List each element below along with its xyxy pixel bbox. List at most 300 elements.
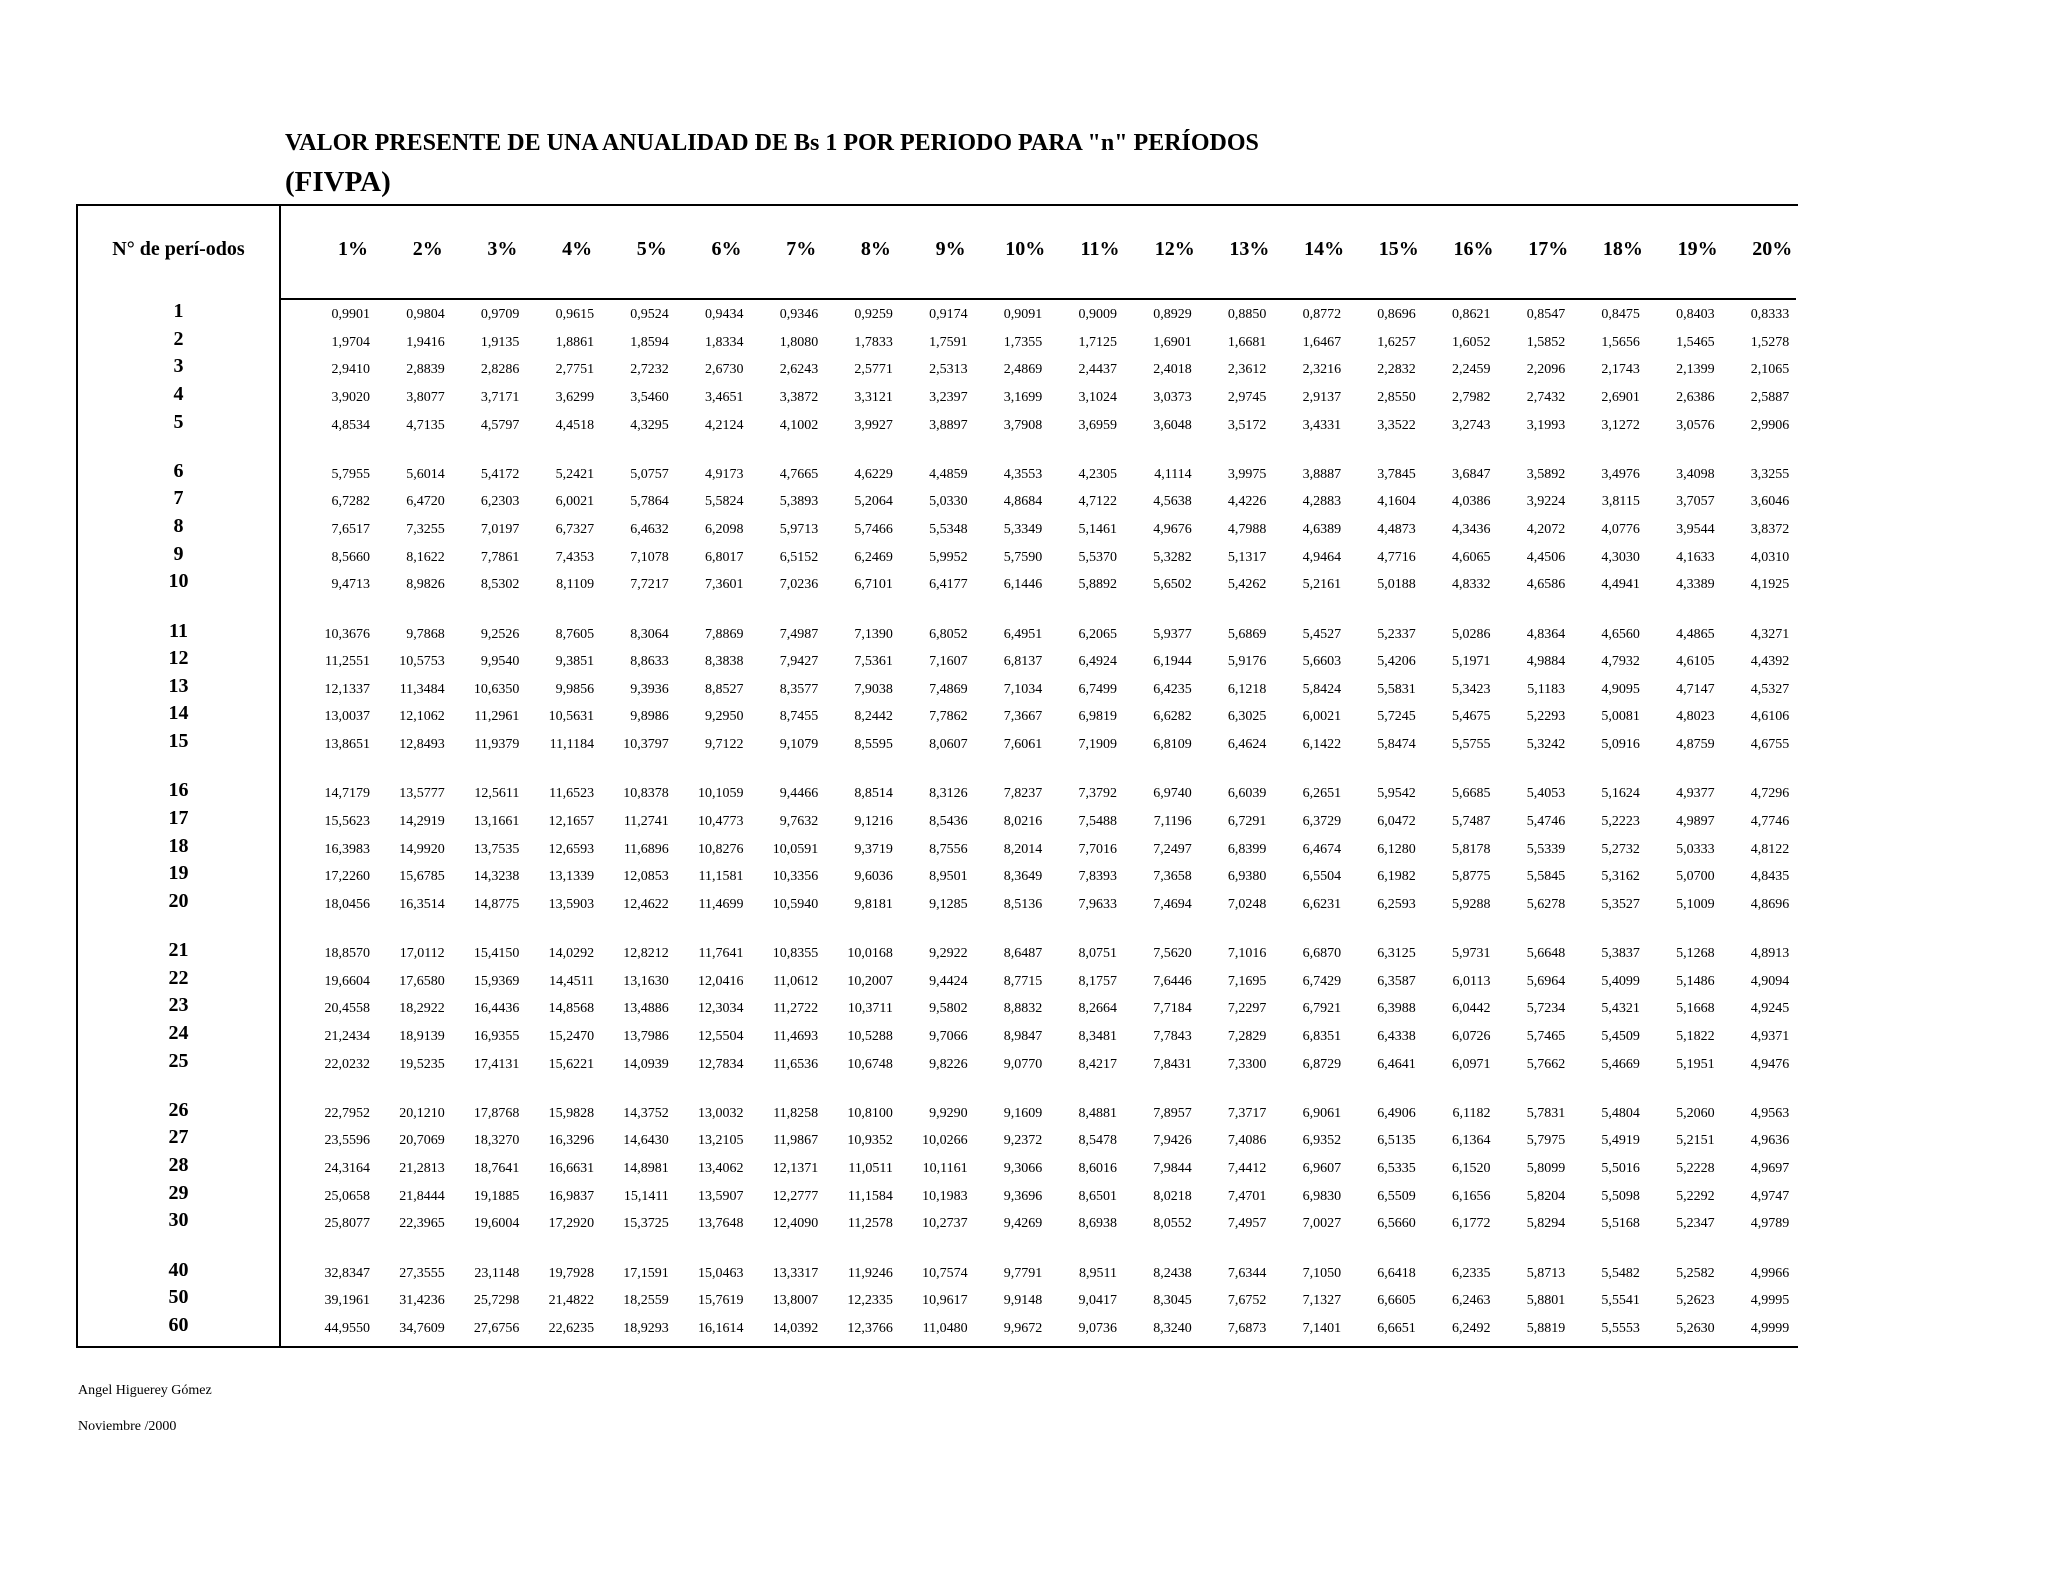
table-cell: 5,4527 (1302, 626, 1342, 642)
table-cell: 5,5339 (1526, 841, 1566, 857)
table-cell: 4,3271 (1750, 626, 1790, 642)
table-cell: 7,2829 (1227, 1028, 1267, 1044)
table-cell: 4,9636 (1750, 1133, 1790, 1149)
table-cell: 13,5777 (399, 786, 445, 802)
table-cell: 27,6756 (473, 1320, 520, 1336)
table-cell: 4,5327 (1750, 681, 1790, 697)
table-cell: 5,1461 (1078, 522, 1117, 538)
table-cell: 11,7641 (698, 946, 744, 961)
table-cell: 7,3717 (1227, 1105, 1267, 1121)
table-cell: 9,0417 (1078, 1293, 1117, 1309)
table-cell: 5,0286 (1452, 626, 1491, 642)
rate-header: 15% (1378, 238, 1419, 260)
table-cell: 8,7715 (1003, 973, 1043, 989)
table-cell: 4,2305 (1078, 466, 1117, 482)
table-cell: 7,4694 (1153, 896, 1192, 912)
period-number: 7 (173, 487, 184, 510)
table-cell: 0,8850 (1227, 307, 1267, 322)
document-title: VALOR PRESENTE DE UNA ANUALIDAD DE Bs 1 POR PERIODO PARA "n" PERÍODOS (285, 130, 1259, 156)
table-cell: 5,6603 (1302, 654, 1342, 670)
table-cell: 5,7465 (1526, 1028, 1566, 1044)
table-cell: 7,4353 (555, 549, 595, 565)
table-cell: 4,9563 (1750, 1105, 1790, 1121)
table-cell: 3,9927 (854, 417, 893, 433)
table-cell: 4,7746 (1750, 813, 1790, 829)
table-cell: 10,1983 (922, 1188, 968, 1204)
table-cell: 5,7487 (1452, 813, 1491, 829)
table-cell: 4,6389 (1302, 522, 1342, 538)
table-cell: 22,6235 (548, 1320, 595, 1336)
rate-header: 8% (860, 238, 891, 260)
table-cell: 10,0168 (847, 946, 893, 961)
table-cell: 13,5903 (548, 896, 595, 912)
table-cell: 8,0552 (1153, 1216, 1192, 1232)
table-cell: 8,8633 (630, 654, 669, 670)
table-cell: 11,3484 (399, 681, 445, 697)
table-cell: 4,8435 (1750, 869, 1790, 885)
table-cell: 8,3577 (779, 681, 819, 697)
table-cell: 3,0373 (1153, 389, 1192, 405)
table-cell: 8,7556 (929, 841, 968, 857)
period-number: 18 (168, 834, 189, 857)
table-cell: 5,5370 (1078, 549, 1117, 565)
table-cell: 7,1050 (1302, 1265, 1342, 1281)
table-cell: 4,0310 (1750, 549, 1790, 565)
table-cell: 4,6106 (1750, 709, 1790, 725)
table-cell: 3,4651 (705, 389, 744, 405)
table-cell: 7,0197 (480, 522, 520, 538)
table-cell: 5,2161 (1302, 577, 1342, 593)
table-cell: 6,4632 (630, 522, 669, 538)
rate-header: 5% (636, 238, 667, 260)
table-cell: 18,2559 (623, 1293, 669, 1309)
table-cell: 4,7665 (779, 466, 819, 482)
table-cell: 9,7066 (929, 1028, 968, 1044)
rate-header: 4% (562, 238, 593, 260)
table-cell: 11,2741 (623, 813, 669, 829)
table-cell: 11,4693 (773, 1028, 819, 1044)
table-cell: 6,5504 (1302, 869, 1342, 885)
table-cell: 3,5460 (630, 389, 669, 405)
table-cell: 4,4941 (1601, 577, 1640, 593)
table-cell: 4,6586 (1526, 577, 1566, 593)
table-cell: 16,9837 (548, 1188, 595, 1204)
table-cell: 6,4951 (1003, 626, 1043, 642)
rate-header: 1% (338, 238, 368, 260)
table-cell: 13,7648 (698, 1216, 744, 1232)
table-cell: 4,8122 (1750, 841, 1790, 857)
table-cell: 5,5098 (1601, 1188, 1640, 1204)
table-cell: 6,4338 (1377, 1028, 1416, 1044)
table-cell: 5,4099 (1601, 973, 1640, 989)
table-cell: 4,6065 (1452, 549, 1491, 565)
table-cell: 6,1422 (1302, 737, 1342, 753)
table-cell: 14,2919 (399, 813, 445, 829)
table-cell: 4,7147 (1676, 681, 1715, 697)
table-cell: 5,2623 (1676, 1293, 1715, 1309)
table-cell: 6,9352 (1302, 1133, 1342, 1149)
table-cell: 13,7986 (623, 1028, 669, 1044)
table-cell: 9,9290 (929, 1105, 968, 1121)
table-cell: 8,9501 (929, 869, 968, 885)
table-cell: 2,4018 (1153, 362, 1192, 378)
table-cell: 16,1614 (698, 1320, 744, 1336)
table-cell: 7,9633 (1078, 896, 1117, 912)
table-cell: 4,3436 (1452, 522, 1491, 538)
table-cell: 13,1630 (623, 973, 669, 989)
table-cell: 6,6418 (1377, 1265, 1416, 1281)
table-cell: 5,0081 (1601, 709, 1640, 725)
table-cell: 23,1148 (474, 1265, 520, 1281)
table-cell: 8,6501 (1078, 1188, 1117, 1204)
table-cell: 8,3649 (1003, 869, 1043, 885)
table-cell: 4,7296 (1750, 786, 1790, 802)
table-cell: 7,1909 (1078, 737, 1117, 753)
rate-header: 12% (1154, 238, 1195, 260)
table-cell: 18,7641 (473, 1161, 520, 1177)
table-cell: 0,9709 (480, 307, 520, 322)
table-cell: 5,2228 (1676, 1161, 1715, 1177)
table-cell: 7,4412 (1227, 1161, 1267, 1177)
table-cell: 5,4321 (1601, 1001, 1640, 1017)
table-cell: 0,8547 (1526, 307, 1566, 322)
table-cell: 12,7834 (698, 1056, 744, 1072)
table-cell: 0,9009 (1078, 307, 1117, 322)
table-cell: 2,5771 (854, 362, 893, 378)
table-cell: 8,8514 (854, 786, 893, 802)
table-cell: 3,5172 (1227, 417, 1267, 433)
table-cell: 7,3658 (1153, 869, 1192, 885)
table-cell: 0,9174 (929, 307, 968, 322)
table-cell: 0,8403 (1676, 307, 1715, 322)
table-cell: 3,6048 (1153, 417, 1192, 433)
table-cell: 12,3034 (698, 1001, 744, 1017)
table-cell: 6,2463 (1452, 1293, 1491, 1309)
table-cell: 13,7535 (473, 841, 520, 857)
table-cell: 7,4701 (1227, 1188, 1267, 1204)
table-cell: 7,5620 (1153, 946, 1192, 961)
table-cell: 12,0416 (698, 973, 744, 989)
table-cell: 4,1633 (1676, 549, 1715, 565)
table-cell: 10,9352 (847, 1133, 893, 1149)
table-cell: 5,4262 (1227, 577, 1267, 593)
table-cell: 5,6278 (1526, 896, 1566, 912)
table-cell: 6,3587 (1377, 973, 1416, 989)
table-cell: 4,9245 (1750, 1001, 1790, 1017)
table-cell: 24,3164 (324, 1161, 370, 1177)
table-cell: 5,9713 (779, 522, 819, 538)
table-cell: 4,4518 (555, 417, 595, 433)
period-number: 19 (168, 862, 189, 885)
table-cell: 7,4086 (1227, 1133, 1267, 1149)
table-cell: 5,0916 (1601, 737, 1640, 753)
table-cell: 9,2526 (480, 626, 520, 642)
table-cell: 0,9091 (1003, 307, 1043, 322)
period-column-header: N° de perí-odos (112, 238, 245, 260)
table-cell: 11,9379 (474, 737, 520, 753)
table-cell: 6,9819 (1078, 709, 1117, 725)
table-cell: 8,3045 (1153, 1293, 1192, 1309)
table-cell: 1,5465 (1676, 334, 1715, 350)
table-cell: 8,6016 (1078, 1161, 1117, 1177)
table-cell: 6,1772 (1452, 1216, 1491, 1232)
table-cell: 5,2732 (1601, 841, 1640, 857)
table-cell: 8,2014 (1003, 841, 1043, 857)
table-cell: 4,6560 (1601, 626, 1640, 642)
table-cell: 1,5656 (1601, 334, 1640, 350)
table-cell: 13,1339 (548, 869, 595, 885)
table-cell: 8,4217 (1078, 1056, 1117, 1072)
table-cell: 11,1581 (698, 869, 744, 885)
table-cell: 7,1034 (1003, 681, 1043, 697)
table-cell: 4,3030 (1601, 549, 1640, 565)
table-cell: 6,6651 (1377, 1320, 1416, 1336)
table-cell: 11,9246 (847, 1265, 893, 1281)
table-cell: 2,8286 (480, 362, 520, 378)
table-cell: 12,4622 (623, 896, 669, 912)
table-cell: 9,3696 (1003, 1188, 1043, 1204)
table-cell: 6,7101 (854, 577, 893, 593)
table-cell: 11,8258 (773, 1105, 819, 1121)
table-cell: 7,6344 (1227, 1265, 1267, 1281)
table-cell: 6,3025 (1227, 709, 1267, 725)
table-cell: 4,6105 (1676, 654, 1715, 670)
table-cell: 7,3300 (1227, 1056, 1267, 1072)
table-cell: 5,8424 (1302, 681, 1342, 697)
table-cell: 11,1184 (549, 737, 595, 753)
period-number: 15 (168, 730, 189, 753)
table-cell: 7,2497 (1153, 841, 1192, 857)
table-cell: 6,4235 (1153, 681, 1192, 697)
table-cell: 10,3356 (772, 869, 819, 885)
period-number: 16 (168, 779, 189, 802)
table-cell: 5,3282 (1153, 549, 1192, 565)
table-cell: 3,6299 (555, 389, 595, 405)
table-cell: 0,9259 (854, 307, 893, 322)
period-number: 23 (168, 994, 189, 1017)
table-cell: 9,7632 (779, 813, 819, 829)
table-cell: 3,9020 (331, 389, 370, 405)
period-number: 1 (173, 300, 184, 322)
table-cell: 8,5136 (1003, 896, 1043, 912)
table-cell: 3,8372 (1750, 522, 1790, 538)
table-cell: 1,6257 (1377, 334, 1416, 350)
period-number: 4 (173, 382, 184, 405)
table-cell: 0,8621 (1452, 307, 1491, 322)
table-cell: 9,4424 (929, 973, 968, 989)
rate-header: 18% (1602, 238, 1643, 260)
table-cell: 5,3349 (1003, 522, 1043, 538)
table-cell: 7,5488 (1078, 813, 1117, 829)
table-cell: 6,8351 (1302, 1028, 1342, 1044)
table-cell: 5,8178 (1452, 841, 1491, 857)
table-cell: 5,4804 (1601, 1105, 1640, 1121)
table-cell: 7,0248 (1227, 896, 1267, 912)
table-cell: 0,9615 (555, 307, 595, 322)
table-cell: 8,0218 (1153, 1188, 1192, 1204)
table-cell: 4,9476 (1750, 1056, 1790, 1072)
table-cell: 7,9038 (854, 681, 893, 697)
table-cell: 5,5831 (1377, 681, 1416, 697)
table-cell: 6,6605 (1377, 1293, 1416, 1309)
table-cell: 6,7282 (331, 494, 370, 510)
table-cell: 9,3936 (630, 681, 669, 697)
period-column-divider (279, 204, 281, 1346)
table-cell: 5,4919 (1601, 1133, 1640, 1149)
table-cell: 14,8775 (473, 896, 520, 912)
period-number: 29 (168, 1181, 189, 1204)
table-cell: 4,7932 (1601, 654, 1640, 670)
table-cell: 9,8986 (630, 709, 669, 725)
table-cell: 10,3797 (623, 737, 669, 753)
table-cell: 1,5852 (1526, 334, 1566, 350)
table-cell: 6,1982 (1377, 869, 1416, 885)
table-cell: 10,3676 (324, 626, 370, 642)
table-cell: 13,1661 (473, 813, 520, 829)
table-cell: 5,8474 (1377, 737, 1416, 753)
table-cell: 6,4924 (1078, 654, 1117, 670)
table-cell: 9,9148 (1003, 1293, 1043, 1309)
table-cell: 5,6964 (1526, 973, 1566, 989)
table-cell: 1,8594 (630, 334, 669, 350)
table-cell: 8,7605 (555, 626, 595, 642)
table-cell: 7,4987 (779, 626, 819, 642)
table-cell: 5,2347 (1676, 1216, 1715, 1232)
table-cell: 10,8355 (772, 946, 819, 961)
table-cell: 4,9173 (705, 466, 744, 482)
table-cell: 5,5168 (1601, 1216, 1640, 1232)
table-cell: 5,8713 (1526, 1265, 1566, 1281)
period-number: 8 (173, 515, 184, 538)
table-cell: 3,4098 (1676, 466, 1715, 482)
table-cell: 16,9355 (473, 1028, 520, 1044)
table-cell: 0,8772 (1302, 307, 1342, 322)
table-cell: 4,5797 (480, 417, 520, 433)
table-cell: 9,4713 (331, 577, 370, 593)
table-cell: 7,9427 (779, 654, 819, 670)
table-cell: 7,5361 (854, 654, 893, 670)
table-cell: 22,3965 (399, 1216, 445, 1232)
table-cell: 4,2124 (705, 417, 744, 433)
table-cell: 15,2470 (548, 1028, 595, 1044)
table-cell: 5,3893 (779, 494, 819, 510)
table-cell: 7,8237 (1003, 786, 1043, 802)
rate-header: 7% (786, 238, 817, 260)
table-cell: 5,4206 (1377, 654, 1416, 670)
table-cell: 2,9137 (1302, 389, 1342, 405)
table-cell: 10,2007 (847, 973, 893, 989)
table-cell: 6,6231 (1302, 896, 1342, 912)
table-cell: 8,5478 (1078, 1133, 1117, 1149)
table-cell: 7,3667 (1003, 709, 1043, 725)
table-cell: 6,4720 (406, 494, 445, 510)
rate-header: 14% (1304, 238, 1345, 260)
table-cell: 16,3983 (324, 841, 370, 857)
table-cell: 5,7864 (630, 494, 669, 510)
table-cell: 15,9828 (548, 1105, 595, 1121)
table-cell: 3,5892 (1526, 466, 1566, 482)
table-cell: 1,6467 (1302, 334, 1342, 350)
table-cell: 0,8333 (1750, 307, 1790, 322)
table-cell: 2,8839 (406, 362, 445, 378)
table-cell: 6,9830 (1302, 1188, 1342, 1204)
table-cell: 5,3242 (1526, 737, 1566, 753)
table-cell: 4,8332 (1452, 577, 1491, 593)
table-cell: 6,8137 (1003, 654, 1043, 670)
table-cell: 5,9176 (1227, 654, 1267, 670)
table-cell: 14,9920 (399, 841, 445, 857)
table-cell: 6,2593 (1377, 896, 1416, 912)
period-number: 40 (168, 1258, 189, 1281)
table-cell: 5,7234 (1526, 1001, 1566, 1017)
table-cell: 1,7125 (1078, 334, 1117, 350)
table-cell: 1,7833 (854, 334, 893, 350)
table-cell: 2,5887 (1750, 389, 1790, 405)
period-number: 6 (173, 459, 184, 482)
table-cell: 14,0292 (548, 946, 595, 961)
rate-header: 2% (412, 238, 443, 260)
table-cell: 5,2292 (1676, 1188, 1715, 1204)
period-number: 26 (168, 1098, 189, 1121)
table-cell: 3,4976 (1601, 466, 1640, 482)
rate-header: 16% (1453, 238, 1494, 260)
table-cell: 16,3296 (548, 1133, 595, 1149)
table-cell: 5,4669 (1601, 1056, 1640, 1072)
table-cell: 12,1062 (399, 709, 445, 725)
table-cell: 6,1218 (1227, 681, 1267, 697)
table-cell: 6,7429 (1302, 973, 1342, 989)
table-cell: 12,3766 (847, 1320, 893, 1336)
table-cell: 1,8861 (555, 334, 595, 350)
table-cell: 1,9135 (480, 334, 520, 350)
table-cell: 5,2151 (1676, 1133, 1715, 1149)
table-cell: 8,9826 (406, 577, 445, 593)
table-cell: 6,7499 (1078, 681, 1117, 697)
table-cell: 5,0700 (1676, 869, 1715, 885)
table-cell: 0,8475 (1601, 307, 1640, 322)
table-cell: 9,7791 (1003, 1265, 1043, 1281)
table-cell: 11,1584 (847, 1188, 893, 1204)
table-cell: 20,1210 (399, 1105, 445, 1121)
table-cell: 9,1609 (1003, 1105, 1043, 1121)
table-cell: 6,4674 (1302, 841, 1342, 857)
period-number: 60 (168, 1313, 189, 1336)
table-cell: 2,1743 (1601, 362, 1640, 378)
table-cell: 14,6430 (623, 1133, 669, 1149)
period-number: 30 (168, 1209, 189, 1232)
table-cell: 6,6039 (1227, 786, 1267, 802)
table-cell: 8,5660 (331, 549, 370, 565)
table-cell: 8,8832 (1003, 1001, 1043, 1017)
table-cell: 7,1016 (1227, 946, 1267, 961)
table-cell: 7,1390 (854, 626, 893, 642)
table-cell: 3,7845 (1377, 466, 1416, 482)
table-cell: 5,5845 (1526, 869, 1566, 885)
table-cell: 4,6229 (854, 466, 893, 482)
table-cell: 14,8981 (623, 1161, 669, 1177)
table-cell: 9,9672 (1003, 1320, 1043, 1336)
table-cell: 5,7831 (1526, 1105, 1566, 1121)
table-cell: 8,2664 (1078, 1001, 1117, 1017)
table-cell: 4,9966 (1750, 1265, 1790, 1281)
table-cell: 14,3238 (473, 869, 520, 885)
table-cell: 22,7952 (324, 1105, 370, 1121)
table-cell: 7,9426 (1153, 1133, 1192, 1149)
table-cell: 7,2297 (1227, 1001, 1267, 1017)
table-cell: 12,1657 (548, 813, 595, 829)
table-cell: 6,0442 (1452, 1001, 1491, 1017)
table-cell: 4,7135 (406, 417, 445, 433)
